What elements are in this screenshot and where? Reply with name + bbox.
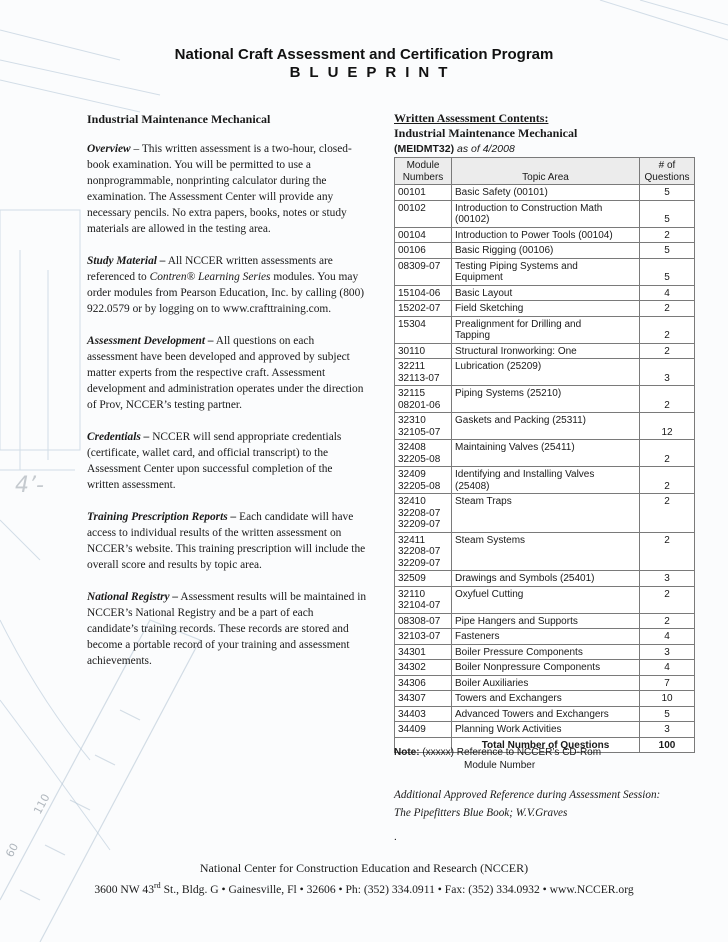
- left-column: [87, 111, 367, 685]
- module-number: 00106: [398, 245, 426, 256]
- topic-text: Equipment: [455, 272, 503, 283]
- module-number: 34306: [398, 677, 426, 689]
- module-number: 32115: [398, 388, 426, 399]
- module-number-cell: [395, 413, 452, 440]
- questions-header: # of Questions: [640, 158, 695, 185]
- table-row: [395, 301, 695, 317]
- module-number: 32205-08: [398, 480, 441, 492]
- module-number: 32209-07: [398, 519, 441, 530]
- table-row: [395, 660, 695, 676]
- topic-area-cell: [452, 413, 640, 440]
- table-row: [395, 359, 695, 386]
- table-row: [395, 586, 695, 613]
- module-number: 32103-07: [398, 631, 441, 642]
- topic-text: Maintaining Valves (25411): [455, 442, 575, 453]
- module-number: 34301: [398, 646, 426, 658]
- module-number-cell: [395, 494, 452, 533]
- module-number-cell: [395, 629, 452, 645]
- question-count: 5: [640, 185, 695, 201]
- topic-text: Fasteners: [455, 631, 500, 642]
- topic-text: Basic Safety (00101): [455, 187, 548, 198]
- table-row: [395, 413, 695, 440]
- module-number-cell: [395, 301, 452, 317]
- stray-dot: .: [394, 831, 397, 843]
- module-number: 32205-08: [398, 453, 441, 465]
- table-row: [395, 343, 695, 359]
- topic-text: Steam Traps: [455, 496, 512, 507]
- question-count: 2: [640, 613, 695, 629]
- module-number-cell: [395, 227, 452, 243]
- module-number: 32509: [398, 573, 426, 584]
- topic-text: Introduction to Power Tools (00104): [455, 229, 613, 241]
- topic-text: (25408): [455, 480, 490, 492]
- module-number-cell: [395, 644, 452, 660]
- module-number: 32104-07: [398, 600, 441, 611]
- note-line-2: Module Number: [464, 760, 536, 771]
- question-count: 7: [640, 675, 695, 691]
- topic-text: Lubrication (25209): [455, 361, 542, 372]
- module-number-cell: [395, 571, 452, 587]
- total-value: 100: [640, 737, 695, 753]
- module-number-cell: [395, 675, 452, 691]
- module-number: 32310: [398, 415, 426, 426]
- topic-text: (00102): [455, 214, 490, 225]
- svg-text:4’-: 4’-: [15, 473, 44, 498]
- module-number: 00101: [398, 187, 426, 198]
- question-count: 2: [640, 386, 695, 413]
- table-row: [395, 467, 695, 494]
- topic-area-cell: [452, 722, 640, 738]
- module-number: 32409: [398, 469, 426, 480]
- question-count: 12: [640, 413, 695, 440]
- topic-area-cell: [452, 386, 640, 413]
- topic-text: Gaskets and Packing (25311): [455, 415, 587, 426]
- topic-area-cell: [452, 629, 640, 645]
- module-number-cell: [395, 706, 452, 722]
- question-count: 3: [640, 359, 695, 386]
- question-count: 2: [640, 467, 695, 494]
- question-count: 3: [640, 644, 695, 660]
- additional-reference: [394, 786, 714, 822]
- topic-area-cell: [452, 613, 640, 629]
- topic-area-header: Topic Area: [452, 158, 640, 185]
- table-row: [395, 675, 695, 691]
- additional-reference-line-2: The Pipefitters Blue Book; W.V.Graves: [394, 807, 568, 819]
- assessment-contents-header: [394, 111, 694, 157]
- table-row: [395, 258, 695, 285]
- table-row: [395, 629, 695, 645]
- module-number-cell: [395, 343, 452, 359]
- question-count: 2: [640, 532, 695, 571]
- topic-area-cell: [452, 691, 640, 707]
- topic-text: Towers and Exchangers: [455, 693, 562, 704]
- module-number-cell: [395, 185, 452, 201]
- development-label: Assessment Development –: [87, 335, 214, 347]
- module-number: 15104-06: [398, 287, 441, 299]
- question-count: 2: [640, 586, 695, 613]
- topic-area-cell: [452, 440, 640, 467]
- topic-text: Field Sketching: [455, 303, 524, 314]
- topic-area-cell: [452, 301, 640, 317]
- topic-area-cell: [452, 571, 640, 587]
- module-number-cell: [395, 532, 452, 571]
- table-row: [395, 494, 695, 533]
- registry-label: National Registry –: [87, 591, 179, 603]
- topic-text: Introduction to Construction Math: [455, 202, 603, 214]
- topic-text: Boiler Pressure Components: [455, 646, 583, 658]
- module-number-cell: [395, 258, 452, 285]
- topic-table: [394, 157, 695, 753]
- total-label: Total Number of Questions: [452, 737, 640, 753]
- note-label: Note:: [394, 747, 420, 758]
- module-number: 32410: [398, 496, 426, 507]
- topic-text: Basic Rigging (00106): [455, 245, 554, 256]
- module-number: 08309-07: [398, 260, 441, 272]
- module-number: 32208-07: [398, 507, 441, 519]
- question-count: 5: [640, 200, 695, 227]
- module-number: 34403: [398, 708, 426, 720]
- question-count: 4: [640, 629, 695, 645]
- topic-text: Boiler Nonpressure Components: [455, 662, 601, 673]
- question-count: 2: [640, 227, 695, 243]
- question-count: 3: [640, 571, 695, 587]
- topic-area-cell: [452, 660, 640, 676]
- question-count: 5: [640, 258, 695, 285]
- topic-text: Advanced Towers and Exchangers: [455, 708, 609, 720]
- module-number-cell: [395, 316, 452, 343]
- module-number-cell: [395, 613, 452, 629]
- blueprint-subtitle: BLUEPRINT: [289, 64, 457, 81]
- module-number: 34302: [398, 662, 426, 673]
- table-row: [395, 613, 695, 629]
- topic-area-cell: [452, 586, 640, 613]
- table-row: [395, 316, 695, 343]
- module-number-cell: [395, 660, 452, 676]
- table-row: [395, 227, 695, 243]
- credentials-label: Credentials –: [87, 431, 150, 443]
- topic-text: Basic Layout: [455, 287, 513, 299]
- credentials-paragraph: [87, 429, 367, 493]
- table-row: [395, 644, 695, 660]
- topic-area-cell: [452, 359, 640, 386]
- table-header-row: [395, 158, 695, 185]
- overview-text: – This written assessment is a two-hour, closed-book examination. You will be permitted to use a nonprogrammable, nonprinting calculator during the examination. The Assessment Center will provide any necessary pencils. No extra papers, books, notes or study materials are allowed in the testing area.: [87, 143, 352, 235]
- module-number-cell: [395, 467, 452, 494]
- topic-area-cell: [452, 675, 640, 691]
- module-number: 32209-07: [398, 557, 441, 569]
- topic-text: Structural Ironworking: One: [455, 345, 577, 357]
- credentials-text: NCCER will send appropriate credentials (certificate, wallet card, and official transcript) to the Assessment Center upon successful completion of the written assessment.: [87, 431, 342, 491]
- question-count: 2: [640, 301, 695, 317]
- table-row: [395, 691, 695, 707]
- table-row: [395, 185, 695, 201]
- module-number: 15202-07: [398, 303, 441, 314]
- module-number-cell: [395, 586, 452, 613]
- footer-organization: National Center for Construction Education and Research (NCCER): [199, 861, 529, 875]
- module-number-cell: [395, 359, 452, 386]
- module-number: 08308-07: [398, 615, 441, 627]
- topic-text: Testing Piping Systems and: [455, 260, 578, 272]
- table-row: [395, 243, 695, 259]
- module-number: 15304: [398, 318, 426, 330]
- topic-text: Drawings and Symbols (25401): [455, 573, 595, 584]
- table-row: [395, 440, 695, 467]
- topic-text: Steam Systems: [455, 534, 526, 546]
- topic-text: Tapping: [455, 330, 491, 341]
- table-row: [395, 386, 695, 413]
- note-line-1: (xxxxx) Reference to NCCER’s CD-Rom: [419, 747, 602, 758]
- question-count: 2: [640, 440, 695, 467]
- topic-area-cell: [452, 243, 640, 259]
- question-count: 2: [640, 316, 695, 343]
- question-count: 5: [640, 243, 695, 259]
- assessment-development-paragraph: [87, 333, 367, 413]
- table-row: [395, 200, 695, 227]
- question-count: 3: [640, 722, 695, 738]
- topic-text: Prealignment for Drilling and: [455, 318, 582, 330]
- contents-subtitle: Industrial Maintenance Mechanical: [394, 126, 578, 140]
- module-number-cell: [395, 440, 452, 467]
- module-number: 34409: [398, 724, 426, 735]
- assessment-code-line: [394, 141, 694, 157]
- question-count: 4: [640, 285, 695, 301]
- module-number-cell: [395, 285, 452, 301]
- module-number: 00104: [398, 229, 426, 241]
- topic-area-cell: [452, 706, 640, 722]
- module-number: 32105-07: [398, 426, 441, 438]
- module-number: 32208-07: [398, 546, 441, 557]
- development-text: All questions on each assessment have been developed and approved by subject matter experts from the respective craft. Assessment development and administration operates under the direction of Prov, NCCER’s testing partner.: [87, 335, 364, 411]
- topic-area-cell: [452, 494, 640, 533]
- topic-area-cell: [452, 644, 640, 660]
- table-row: [395, 706, 695, 722]
- study-series: Contren® Learning Series: [149, 271, 271, 283]
- module-number: 30110: [398, 345, 426, 357]
- topic-area-cell: [452, 343, 640, 359]
- footer-address: 3600 NW 43rd St., Bldg. G • Gainesville, Fl • 32606 • Ph: (352) 334.0911 • Fax: (352) 334.0932 • www.NCCER.org: [94, 881, 634, 896]
- assessment-date: as of 4/2008: [454, 143, 515, 155]
- topic-area-cell: [452, 227, 640, 243]
- study-material-paragraph: [87, 253, 367, 317]
- training-label: Training Prescription Reports –: [87, 511, 237, 523]
- module-number: 34307: [398, 693, 426, 704]
- topic-area-cell: [452, 258, 640, 285]
- additional-reference-line-1: Additional Approved Reference during Assessment Session:: [394, 789, 661, 801]
- topic-text: Identifying and Installing Valves: [455, 469, 595, 480]
- study-material-label: Study Material –: [87, 255, 166, 267]
- training-prescription-paragraph: [87, 509, 367, 573]
- training-text: Each candidate will have access to individual results of the written assessment on NCCER’s website. This training prescription will include the overall score and results by topic area.: [87, 511, 366, 571]
- study-text-1: All NCCER written assessments are referenced to: [87, 255, 333, 283]
- question-count: 2: [640, 494, 695, 533]
- table-row: [395, 532, 695, 571]
- module-number: 32110: [398, 588, 426, 600]
- question-count: 5: [640, 706, 695, 722]
- contents-title: Written Assessment Contents:: [394, 111, 549, 125]
- national-registry-paragraph: [87, 589, 367, 669]
- table-row: [395, 722, 695, 738]
- svg-text:60: 60: [3, 840, 22, 860]
- module-number: 00102: [398, 202, 426, 214]
- question-count: 2: [640, 343, 695, 359]
- topic-area-cell: [452, 200, 640, 227]
- topic-area-cell: [452, 532, 640, 571]
- overview-label: Overview: [87, 143, 131, 155]
- module-number: 32411: [398, 534, 426, 546]
- svg-text:110: 110: [31, 791, 53, 817]
- topic-text: Planning Work Activities: [455, 724, 562, 735]
- topic-text: Oxyfuel Cutting: [455, 588, 524, 600]
- topic-area-cell: [452, 316, 640, 343]
- registry-text: Assessment results will be maintained in NCCER’s National Registry and be a part of each candidate’s training records. These records are stored and become a portable record of your training and assessment achievements.: [87, 591, 367, 667]
- module-number-cell: [395, 243, 452, 259]
- craft-heading: Industrial Maintenance Mechanical: [87, 112, 271, 126]
- topic-text: Piping Systems (25210): [455, 388, 562, 399]
- module-number: 32211: [398, 361, 426, 372]
- module-number: 32113-07: [398, 372, 440, 384]
- module-number: 08201-06: [398, 399, 441, 411]
- question-count: 10: [640, 691, 695, 707]
- topic-text: Pipe Hangers and Supports: [455, 615, 578, 627]
- topic-area-cell: [452, 185, 640, 201]
- module-number: 32408: [398, 442, 426, 453]
- module-number-cell: [395, 386, 452, 413]
- module-numbers-header: Module Numbers: [395, 158, 452, 185]
- question-count: 4: [640, 660, 695, 676]
- study-text-2: modules. You may order modules from Pearson Education, Inc. by calling (800) 922.0579 or by logging on to www.crafttraining.com.: [87, 271, 365, 315]
- topic-area-cell: [452, 467, 640, 494]
- module-number-cell: [395, 200, 452, 227]
- program-title: National Craft Assessment and Certification Program: [174, 46, 554, 63]
- module-number-cell: [395, 722, 452, 738]
- overview-paragraph: [87, 141, 367, 237]
- assessment-code: (MEIDMT32): [394, 143, 455, 155]
- module-number-cell: [395, 691, 452, 707]
- topic-area-cell: [452, 285, 640, 301]
- note: [394, 746, 704, 772]
- topic-text: Boiler Auxiliaries: [455, 677, 529, 689]
- table-row: [395, 571, 695, 587]
- table-row: [395, 285, 695, 301]
